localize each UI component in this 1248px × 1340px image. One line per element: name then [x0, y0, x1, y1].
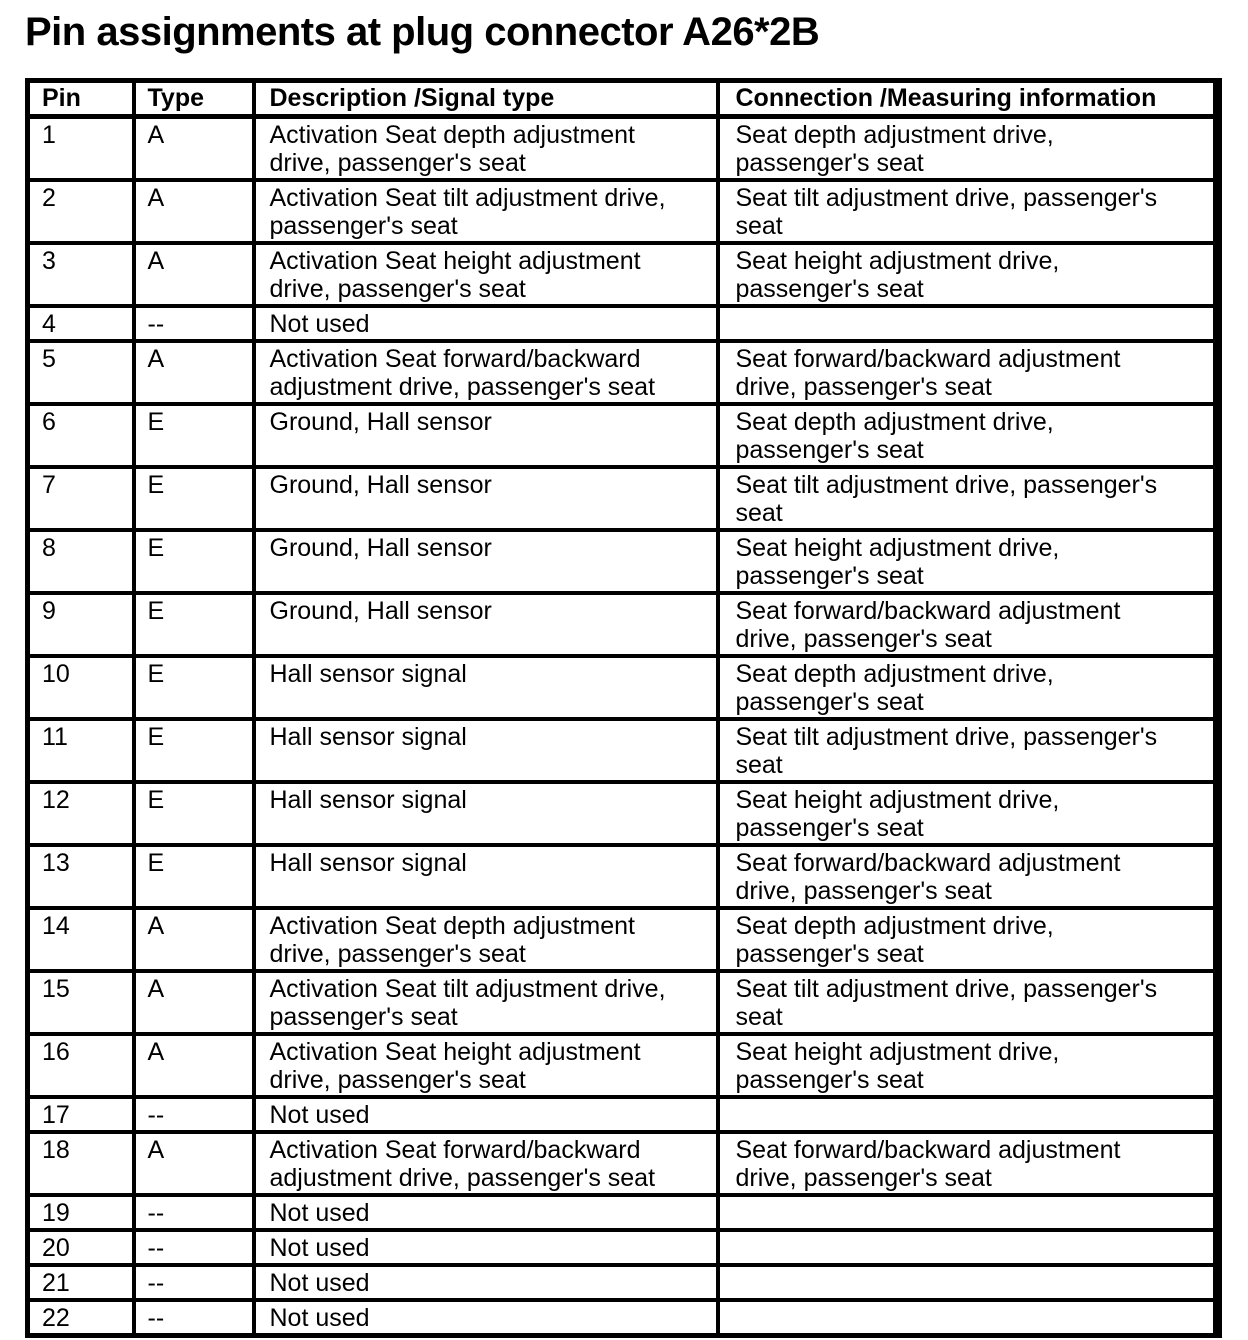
cell-connection: Seat tilt adjustment drive, passenger's seat — [718, 180, 1218, 243]
cell-description: Not used — [254, 1300, 718, 1336]
cell-pin: 16 — [28, 1034, 134, 1097]
cell-description: Activation Seat forward/backward adjustment drive, passenger's seat — [254, 1132, 718, 1195]
table-row — [28, 593, 1218, 656]
cell-pin: 4 — [28, 306, 134, 341]
cell-description: Activation Seat tilt adjustment drive, passenger's seat — [254, 971, 718, 1034]
cell-connection: Seat forward/backward adjustment drive, passenger's seat — [718, 845, 1218, 908]
cell-pin: 2 — [28, 180, 134, 243]
cell-pin: 9 — [28, 593, 134, 656]
cell-connection — [718, 1265, 1218, 1300]
cell-description: Hall sensor signal — [254, 719, 718, 782]
cell-description: Hall sensor signal — [254, 845, 718, 908]
table-row — [28, 404, 1218, 467]
cell-pin: 18 — [28, 1132, 134, 1195]
table-row — [28, 1132, 1218, 1195]
cell-description: Ground, Hall sensor — [254, 530, 718, 593]
cell-type: E — [134, 530, 254, 593]
table-header-row — [28, 81, 1218, 117]
cell-connection: Seat forward/backward adjustment drive, passenger's seat — [718, 341, 1218, 404]
cell-description: Activation Seat height adjustment drive, passenger's seat — [254, 243, 718, 306]
table-row — [28, 1230, 1218, 1265]
cell-pin: 14 — [28, 908, 134, 971]
cell-connection — [718, 306, 1218, 341]
cell-connection: Seat forward/backward adjustment drive, passenger's seat — [718, 593, 1218, 656]
cell-type: A — [134, 971, 254, 1034]
page-title: Pin assignments at plug connector A26*2B — [25, 10, 820, 54]
table-row — [28, 971, 1218, 1034]
cell-connection: Seat height adjustment drive, passenger's seat — [718, 1034, 1218, 1097]
cell-pin: 22 — [28, 1300, 134, 1336]
table-row — [28, 117, 1218, 181]
table-row — [28, 656, 1218, 719]
cell-type: A — [134, 1034, 254, 1097]
cell-type: A — [134, 117, 254, 181]
cell-pin: 10 — [28, 656, 134, 719]
cell-description: Ground, Hall sensor — [254, 593, 718, 656]
cell-pin: 15 — [28, 971, 134, 1034]
table-header — [28, 81, 1218, 117]
cell-description: Not used — [254, 306, 718, 341]
table-row — [28, 467, 1218, 530]
table-row — [28, 1300, 1218, 1336]
cell-connection: Seat depth adjustment drive, passenger's seat — [718, 908, 1218, 971]
cell-pin: 21 — [28, 1265, 134, 1300]
cell-description: Not used — [254, 1230, 718, 1265]
table-row — [28, 306, 1218, 341]
cell-description: Activation Seat tilt adjustment drive, passenger's seat — [254, 180, 718, 243]
cell-type: A — [134, 1132, 254, 1195]
cell-pin: 13 — [28, 845, 134, 908]
table-row — [28, 1034, 1218, 1097]
cell-pin: 17 — [28, 1097, 134, 1132]
cell-description: Hall sensor signal — [254, 656, 718, 719]
cell-pin: 20 — [28, 1230, 134, 1265]
cell-pin: 8 — [28, 530, 134, 593]
cell-pin: 5 — [28, 341, 134, 404]
cell-type: A — [134, 908, 254, 971]
column-header-type: Type — [134, 81, 254, 117]
pin-table-body — [28, 117, 1218, 1336]
cell-type: -- — [134, 1195, 254, 1230]
cell-type: -- — [134, 1097, 254, 1132]
cell-type: E — [134, 845, 254, 908]
cell-connection: Seat tilt adjustment drive, passenger's seat — [718, 467, 1218, 530]
cell-type: A — [134, 341, 254, 404]
cell-description: Hall sensor signal — [254, 782, 718, 845]
cell-connection: Seat forward/backward adjustment drive, passenger's seat — [718, 1132, 1218, 1195]
cell-type: -- — [134, 1230, 254, 1265]
cell-type: A — [134, 180, 254, 243]
cell-connection — [718, 1097, 1218, 1132]
cell-pin: 19 — [28, 1195, 134, 1230]
cell-type: -- — [134, 1265, 254, 1300]
cell-description: Activation Seat height adjustment drive, passenger's seat — [254, 1034, 718, 1097]
cell-description: Activation Seat forward/backward adjustment drive, passenger's seat — [254, 341, 718, 404]
column-header-description: Description /Signal type — [254, 81, 718, 117]
cell-pin: 3 — [28, 243, 134, 306]
table-row — [28, 908, 1218, 971]
cell-connection: Seat depth adjustment drive, passenger's seat — [718, 656, 1218, 719]
cell-type: A — [134, 243, 254, 306]
cell-type: E — [134, 467, 254, 530]
cell-description: Not used — [254, 1195, 718, 1230]
cell-type: E — [134, 593, 254, 656]
cell-connection — [718, 1195, 1218, 1230]
cell-type: -- — [134, 1300, 254, 1336]
cell-description: Not used — [254, 1097, 718, 1132]
cell-description: Ground, Hall sensor — [254, 467, 718, 530]
table-row — [28, 180, 1218, 243]
table-row — [28, 1097, 1218, 1132]
cell-description: Ground, Hall sensor — [254, 404, 718, 467]
cell-connection: Seat tilt adjustment drive, passenger's seat — [718, 719, 1218, 782]
cell-type: -- — [134, 306, 254, 341]
table-row — [28, 845, 1218, 908]
cell-type: E — [134, 719, 254, 782]
cell-description: Activation Seat depth adjustment drive, passenger's seat — [254, 908, 718, 971]
cell-connection — [718, 1230, 1218, 1265]
cell-connection: Seat tilt adjustment drive, passenger's seat — [718, 971, 1218, 1034]
cell-connection: Seat height adjustment drive, passenger's seat — [718, 530, 1218, 593]
cell-pin: 1 — [28, 117, 134, 181]
table-row — [28, 782, 1218, 845]
cell-connection — [718, 1300, 1218, 1336]
table-row — [28, 719, 1218, 782]
cell-connection: Seat height adjustment drive, passenger's seat — [718, 782, 1218, 845]
table-row — [28, 1265, 1218, 1300]
cell-type: E — [134, 782, 254, 845]
cell-pin: 12 — [28, 782, 134, 845]
pin-assignments-table — [25, 78, 1222, 1338]
cell-connection: Seat depth adjustment drive, passenger's seat — [718, 117, 1218, 181]
cell-pin: 11 — [28, 719, 134, 782]
cell-pin: 6 — [28, 404, 134, 467]
table-row — [28, 341, 1218, 404]
column-header-pin: Pin — [28, 81, 134, 117]
cell-pin: 7 — [28, 467, 134, 530]
cell-connection: Seat height adjustment drive, passenger's seat — [718, 243, 1218, 306]
cell-description: Activation Seat depth adjustment drive, passenger's seat — [254, 117, 718, 181]
cell-type: E — [134, 404, 254, 467]
table-row — [28, 1195, 1218, 1230]
column-header-connection: Connection /Measuring information — [718, 81, 1218, 117]
table-row — [28, 530, 1218, 593]
table-row — [28, 243, 1218, 306]
cell-type: E — [134, 656, 254, 719]
cell-connection: Seat depth adjustment drive, passenger's seat — [718, 404, 1218, 467]
cell-description: Not used — [254, 1265, 718, 1300]
